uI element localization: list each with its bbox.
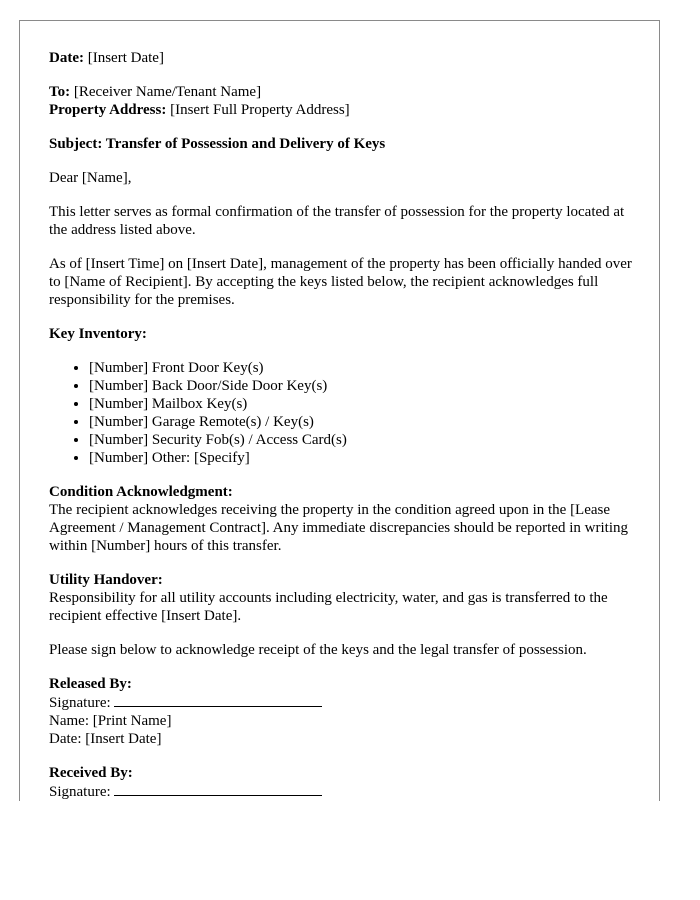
letter-body	[49, 49, 639, 801]
list-item: • [Number] Security Fob(s) / Access Card(s)	[89, 431, 639, 449]
address-label: Property Address:	[49, 102, 167, 118]
condition-text: The recipient acknowledges receiving the property in the condition agreed upon in the [Lease Agreement / Management Contract]. Any immediate discrepancies should be reported in writing within [Number] hours of this transfer.	[49, 502, 628, 554]
received-by-section	[49, 764, 639, 801]
condition-heading: Condition Acknowledgment:	[49, 484, 233, 500]
key-inventory-heading: Key Inventory:	[49, 326, 147, 342]
released-name: Name: [Print Name]	[49, 713, 172, 729]
to-value: [Receiver Name/Tenant Name]	[70, 84, 262, 100]
received-signature-field	[114, 782, 322, 796]
document-page	[19, 20, 660, 801]
address-value: [Insert Full Property Address]	[166, 102, 350, 118]
list-item: • [Number] Other: [Specify]	[89, 449, 639, 467]
released-signature-line	[49, 693, 639, 712]
recipient-block	[49, 83, 639, 119]
received-signature-label: Signature:	[49, 784, 115, 800]
to-line	[49, 83, 639, 101]
to-label: To:	[49, 84, 71, 100]
utility-section	[49, 571, 639, 625]
address-line	[49, 101, 639, 119]
date-value: [Insert Date]	[83, 50, 164, 66]
date-line	[49, 49, 639, 67]
released-signature-field	[114, 693, 322, 707]
key-inventory-list	[49, 359, 639, 467]
list-item: • [Number] Mailbox Key(s)	[89, 395, 639, 413]
list-item: • [Number] Garage Remote(s) / Key(s)	[89, 413, 639, 431]
released-heading: Released By:	[49, 676, 132, 692]
released-signature-label: Signature:	[49, 695, 115, 711]
received-signature-line	[49, 782, 639, 801]
closing-instruction: Please sign below to acknowledge receipt of the keys and the legal transfer of possession.	[49, 642, 587, 658]
received-heading: Received By:	[49, 765, 133, 781]
released-by-section	[49, 675, 639, 748]
utility-text: Responsibility for all utility accounts including electricity, water, and gas is transferred to the recipient effective [Insert Date].	[49, 590, 608, 624]
paragraph-handover: As of [Insert Time] on [Insert Date], management of the property has been officially handed over to [Name of Recipient]. By accepting the keys listed below, the recipient acknowledges full responsibility for the premises.	[49, 256, 632, 308]
list-item: • [Number] Back Door/Side Door Key(s)	[89, 377, 639, 395]
list-item: • [Number] Front Door Key(s)	[89, 359, 639, 377]
salutation: Dear [Name],	[49, 170, 132, 186]
condition-section	[49, 483, 639, 555]
released-date: Date: [Insert Date]	[49, 731, 162, 747]
paragraph-confirmation: This letter serves as formal confirmation of the transfer of possession for the property located at the address listed above.	[49, 204, 625, 238]
subject-line: Subject: Transfer of Possession and Delivery of Keys	[49, 136, 386, 152]
date-label: Date:	[49, 50, 84, 66]
utility-heading: Utility Handover:	[49, 572, 163, 588]
